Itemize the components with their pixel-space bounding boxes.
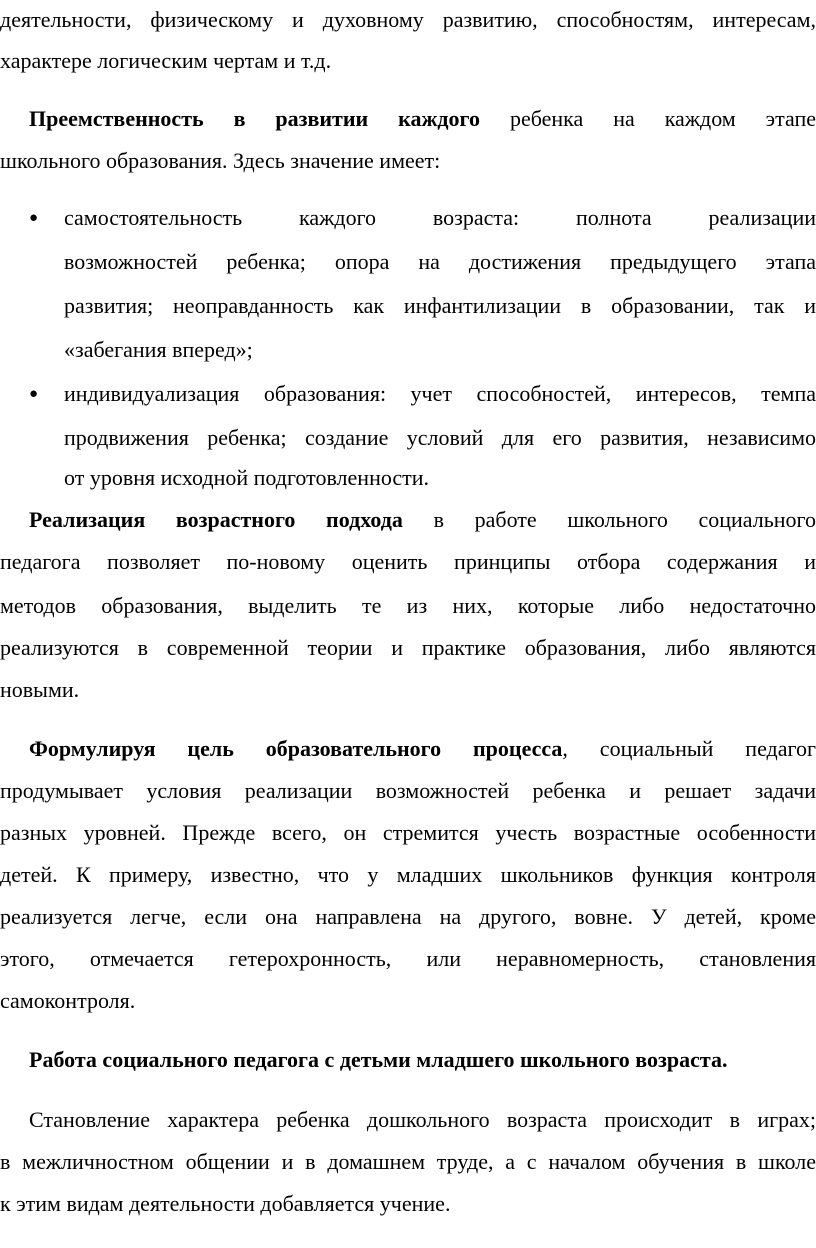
text-line: деятельности, физическому и духовному развитию, способностям, интересам, — [0, 7, 816, 32]
list-item-line: самостоятельность каждого возраста: полнота реализации — [64, 205, 816, 230]
text-span: в работе школьного социального — [433, 507, 816, 532]
bold-term: Реализация возрастного подхода — [29, 507, 403, 532]
text-line: школьного образования. Здесь значение имеет: — [0, 148, 441, 173]
text-line: продумывает условия реализации возможностей ребенка и решает задачи — [0, 778, 816, 803]
list-item-line: развития; неоправданность как инфантилизации в образовании, так и — [64, 293, 816, 318]
text-line: детей. К примеру, известно, что у младших школьников функция контроля — [0, 862, 816, 887]
paragraph-first-line: Становление характера ребенка дошкольного возраста происходит в играх; — [29, 1107, 816, 1132]
text-line: в межличностном общении и в домашнем труде, а с началом обучения в школе — [0, 1149, 816, 1174]
paragraph-first-line — [29, 105, 816, 133]
list-item-line: продвижения ребенка; создание условий для его развития, независимо — [64, 425, 816, 450]
text-line: методов образования, выделить те из них, которые либо недостаточно — [0, 593, 816, 618]
text-line: реализуется легче, если она направлена на другого, вовне. У детей, кроме — [0, 904, 816, 929]
text-span: ребенка на каждом этапе — [509, 106, 816, 131]
text-line: педагога позволяет по-новому оценить принципы отбора содержания и — [0, 549, 816, 574]
text-line: самоконтроля. — [0, 988, 136, 1013]
text-line: разных уровней. Прежде всего, он стремится учесть возрастные особенности — [0, 820, 816, 845]
list-item-line: «забегания вперед»; — [64, 337, 253, 362]
text-line: реализуются в современной теории и практике образования, либо являются — [0, 635, 816, 660]
list-item-line: от уровня исходной подготовленности. — [64, 465, 430, 490]
text-line: новыми. — [0, 677, 80, 702]
text-line: к этим видам деятельности добавляется учение. — [0, 1191, 451, 1216]
paragraph-first-line — [29, 735, 816, 763]
text-span: , социальный педагог — [562, 736, 816, 761]
bullet-icon: ● — [29, 210, 39, 226]
text-line: характере логическим чертам и т.д. — [0, 48, 332, 73]
bold-term: Преемственность в развитии каждого — [29, 106, 480, 131]
bullet-icon: ● — [29, 386, 39, 402]
bold-term: Формулируя цель образовательного процесса — [29, 736, 563, 761]
list-item-line: индивидуализация образования: учет способностей, интересов, темпа — [64, 381, 816, 406]
paragraph-first-line — [29, 506, 816, 534]
section-heading: Работа социального педагога с детьми младшего школьного возраста. — [29, 1047, 728, 1072]
list-item-line: возможностей ребенка; опора на достижения предыдущего этапа — [64, 249, 816, 274]
text-line: этого, отмечается гетерохронность, или неравномерность, становления — [0, 946, 816, 971]
